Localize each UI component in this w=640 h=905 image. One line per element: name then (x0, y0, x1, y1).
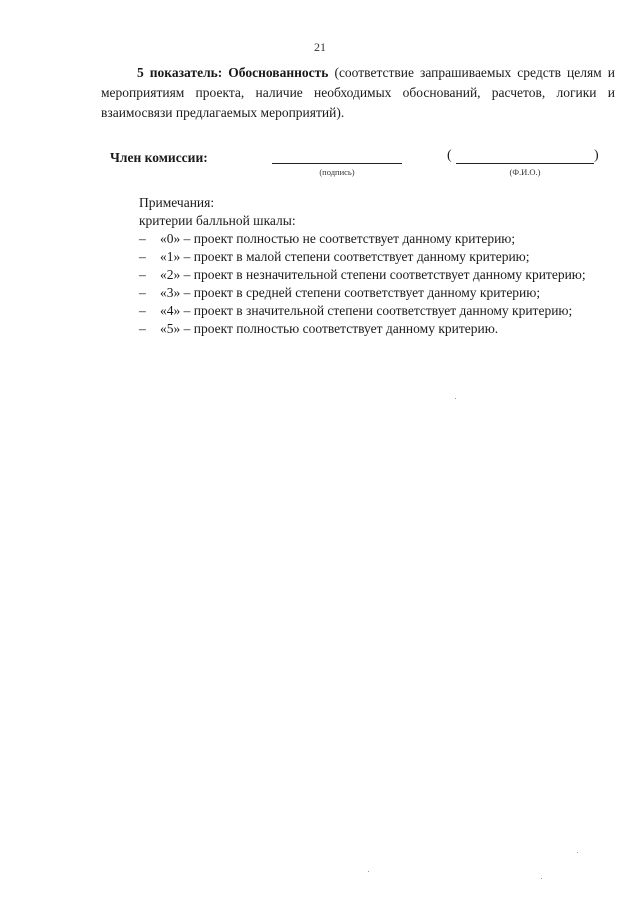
scale-title: критерии балльной шкалы: (139, 213, 296, 228)
list-item (101, 302, 615, 320)
list-item-text: «2» – проект в незначительной степени соответствует данному критерию; (160, 267, 586, 282)
notes-section (101, 194, 615, 338)
indicator-paragraph (101, 63, 615, 123)
fio-paren-open: ( (447, 148, 452, 163)
list-item (101, 284, 615, 302)
list-dash: – (139, 267, 146, 282)
list-dash: – (139, 285, 146, 300)
indicator-title: 5 показатель: Обоснованность (137, 65, 329, 80)
signature-line (272, 163, 402, 164)
list-item-text: «4» – проект в значительной степени соответствует данному критерию; (160, 303, 573, 318)
page-number: 21 (314, 40, 326, 54)
list-item-text: «1» – проект в малой степени соответствует данному критерию; (160, 249, 530, 264)
list-dash: – (139, 249, 146, 264)
list-dash: – (139, 321, 146, 336)
scan-speck (541, 878, 542, 879)
signature-block (101, 148, 615, 182)
member-label: Член комиссии: (110, 150, 208, 165)
list-dash: – (139, 303, 146, 318)
list-item-text: «3» – проект в средней степени соответствует данному критерию; (160, 285, 541, 300)
scan-speck (368, 871, 369, 872)
signature-caption: (подпись) (319, 167, 355, 177)
list-item (101, 248, 615, 266)
list-item-text: «0» – проект полностью не соответствует данному критерию; (160, 231, 516, 246)
fio-caption: (Ф.И.О.) (509, 167, 541, 177)
list-dash: – (139, 231, 146, 246)
fio-paren-close: ) (594, 148, 599, 163)
notes-heading: Примечания: (139, 195, 215, 210)
list-item-text: «5» – проект полностью соответствует данному критерию. (160, 321, 499, 336)
fio-line (456, 163, 594, 164)
scan-speck (577, 852, 578, 853)
scan-speck (455, 398, 456, 399)
indicator-description: (соответствие запрашиваемых средств целям и мероприятиям проекта, наличие необходимых обоснований, расчетов, логики и взаимосвязи предлагаемых мероприятий). (101, 65, 615, 120)
list-item (101, 320, 615, 338)
list-item (101, 230, 615, 248)
list-item (101, 266, 615, 284)
